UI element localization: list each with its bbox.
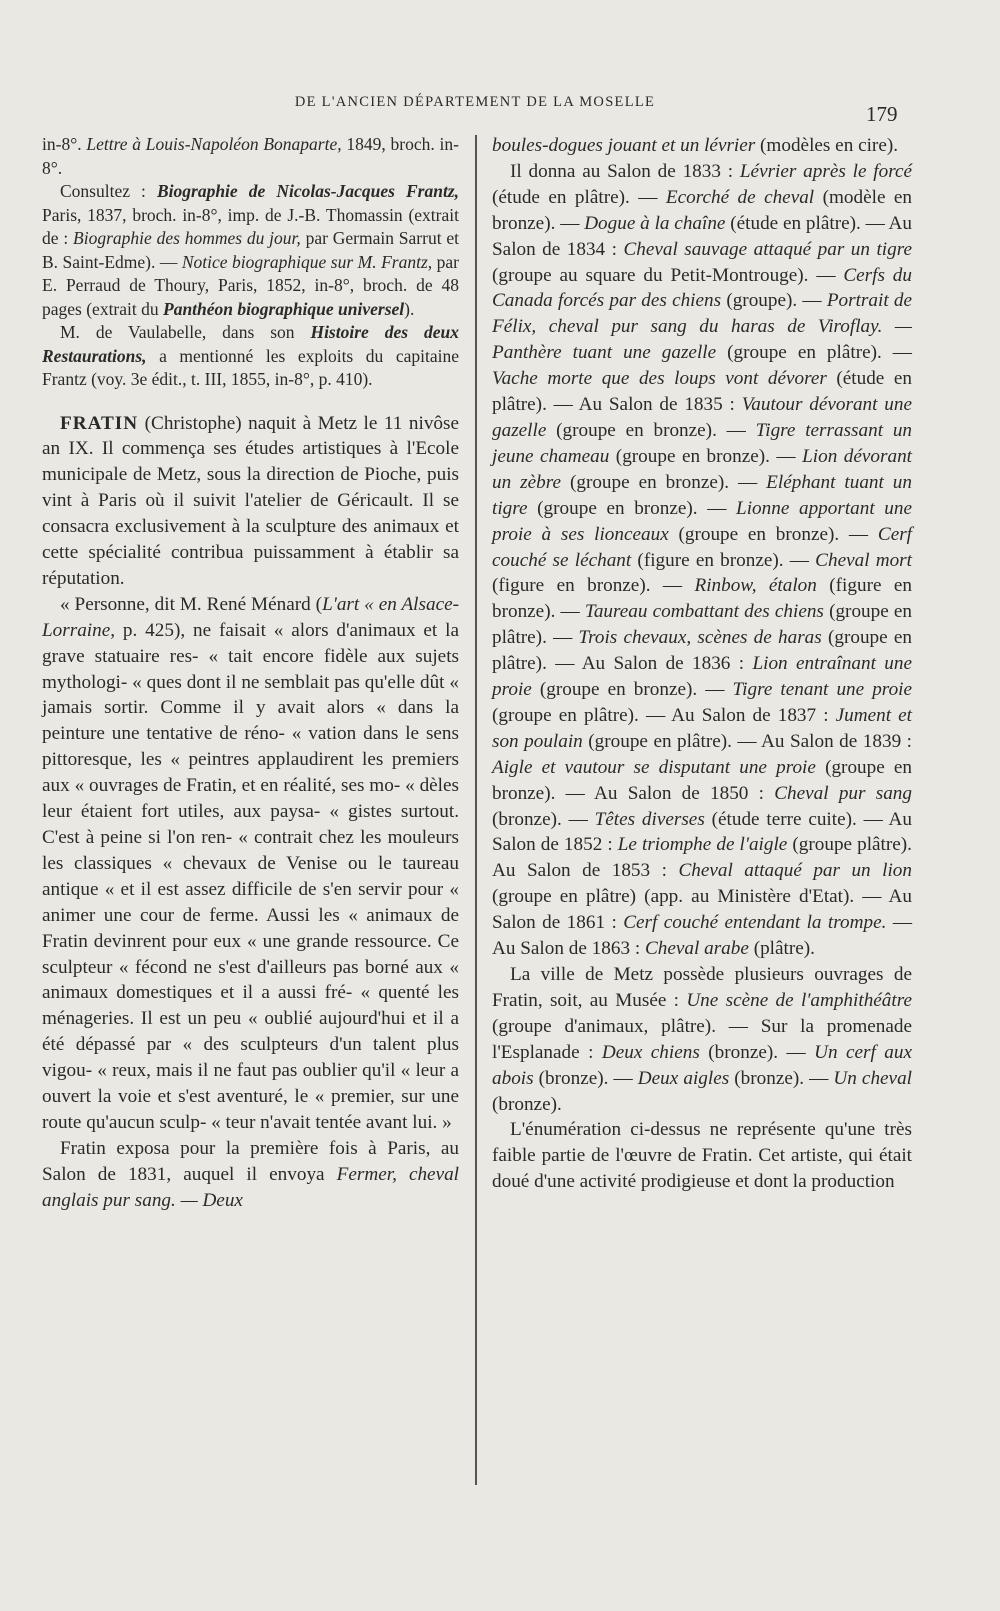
text: (bronze). — [699,1041,815,1063]
text: (groupe en bronze). — [546,419,756,441]
text-italic: Notice biographique sur M. Frantz, [181,251,433,272]
text-italic: Une scène de l'amphithéâtre [686,989,912,1011]
text-italic: Lion entraînant une proie [492,653,912,701]
text: (groupe en plâtre). — Au Salon de 1836 : [492,627,912,675]
text: (étude en plâtre). — [492,186,666,208]
text: par Germain Sarrut et B. Saint-Edme). — [42,228,460,272]
text-italic: Cheval attaqué par un lion [678,860,912,882]
text: (modèle en bronze). — [492,186,913,234]
paragraph [42,321,459,392]
text: Il donna au Salon de 1833 : [510,160,740,182]
text-italic: Cerf couché entendant la trompe. [623,912,887,934]
text: (groupe en bronze). — [561,471,767,493]
text: p. 425), ne faisait « alors d'animaux et la grave statuaire res- « tait encore fidèle aux sujets mythologi- « ques dont il ne semblait pas qu'elle dût « jamais sortir. Comme il y avait alors « dans la peinture une tentative de réno- « vation dans le sens pittoresque, les « peintres applaudirent les premiers aux « ouvrages de Fratin, et en réalité, ses mo- « dèles leur étaient fort utiles, aux paysa- « gistes surtout. C'est à peine si l'on ren- « contrait chez les mouleurs les classiques « chevaux de Venise ou le taureau antique « et il est assez difficile de s'en servir pour « animer une cour de ferme. Aussi les « animaux de Fratin devinrent pour eux « une grande ressource. Ce sculpteur « fécond ne s'est d'ailleurs pas borné aux « animaux domestiques et il a aussi fré- « quenté les ménageries. Il est un peu « oublié aujourd'hui et il a été dépassé par « des sculpteurs d'un talent plus vigou- « reux, mais il ne faut pas oublier qu'il « leur a ouvert la voie et s'est aventuré, le « premier, sur une route qu'aucun sculp- « teur n'avait tentée avant lui. » [42,619,459,1133]
text: (groupe en plâtre). — Au Salon de 1837 : [492,704,836,726]
entry-name: FRATIN [60,412,139,434]
text: (bronze). — [492,808,595,830]
text: (figure en bronze). — [492,575,912,623]
paragraph [42,592,459,1136]
text-italic: Deux chiens [601,1041,700,1063]
paragraph [42,133,459,180]
text-italic: Lion dévorant un zèbre [492,445,912,493]
text: (groupe en plâtre) (app. au Ministère d'Etat). — Au Salon de 1861 : [492,886,912,934]
text-italic: Vache morte que des loups vont dévorer [492,368,827,390]
text-italic: Cheval pur sang [774,782,912,804]
text: (modèles en cire). [755,135,899,156]
text: (groupe plâtre). Au Salon de 1853 : [492,834,912,882]
text-italic: Rinbow, étalon [694,575,817,597]
text: in-8°. [42,134,87,154]
paragraph [492,133,912,159]
text: (figure en bronze). — [492,575,695,597]
text-italic: Têtes diverses [594,808,705,830]
text: ). [404,298,415,319]
text-italic: Vautour dévorant une gazelle [492,394,912,441]
text: a mentionné les exploits du capitaine Frantz (voy. 3e édit., t. III, 1855, in-8°, p. 410). [42,345,459,389]
text: (groupe au square du Petit-Montrouge). — [492,264,844,286]
text-italic: boules-dogues jouant et un lévrier [492,135,756,156]
text: (groupe en bronze). — [668,523,878,545]
text: Fratin exposa pour la première fois à Paris, au Salon de 1831, auquel il envoya [42,1137,459,1185]
text: (plâtre). [748,938,815,960]
text: par E. Perraud de Thoury, Paris, 1852, in-8°, broch. de 48 pages (extrait du [42,251,459,319]
text-italic: Cerfs du Canada forcés par des chiens [492,264,912,312]
text-italic: Taureau combattant des chiens [584,601,824,623]
paragraph [492,159,912,962]
text: (étude terre cuite). — Au Salon de 1852 : [492,808,912,856]
text-italic: L'art « en Alsace-Lorraine, [42,593,459,641]
text: M. de Vaulabelle, dans son [60,322,311,342]
left-column [42,133,459,1214]
text-italic: Cheval arabe [644,938,749,960]
paragraph [492,1117,912,1195]
text-italic: Trois chevaux, scènes de haras [578,627,822,649]
text-italic: Fermer, cheval anglais pur sang. — Deux [42,1163,460,1211]
paragraph [42,411,459,592]
text-italic: Un cheval [833,1067,913,1089]
text: — Au Salon de 1863 : [492,912,912,960]
text: (bronze). — [533,1067,638,1089]
text: (groupe en plâtre). — [492,601,913,649]
text-italic: Lévrier après le forcé [739,160,912,182]
text: (figure en bronze). — [631,549,816,571]
text-italic: Cerf couché se léchant [492,523,913,571]
text-italic: Dogue à la chaîne [584,212,726,234]
text-italic: Panthéon biographique universel [163,298,405,319]
paragraph [42,1136,459,1214]
text: (groupe en plâtre). — [716,342,912,364]
text-italic: Biographie des hommes du jour, [73,228,301,248]
text: (groupe en bronze). — [527,497,737,519]
text: (groupe en bronze). — Au Salon de 1850 : [492,756,913,804]
text-italic: Le triomphe de l'aigle [617,834,788,856]
text-italic: Deux aigles [637,1067,730,1089]
text: (bronze). — [729,1067,834,1089]
text-italic: Cheval sauvage attaqué par un tigre [623,238,912,260]
text-italic: Un cerf aux abois [492,1041,912,1089]
text: Paris, 1837, broch. in-8°, imp. de J.-B. Thomassin (extrait de : [42,204,459,248]
text: L'énumération ci-dessus ne représente qu'une très faible partie de l'œuvre de Fratin. Cet artiste, qui était doué d'une activité prodigieuse et dont la production [492,1119,912,1193]
text-italic: Lionne apportant une proie à ses lionceaux [492,497,913,545]
text: 1849, broch. in-8°. [42,134,459,178]
text-italic: Ecorché de cheval [665,186,815,208]
text: (groupe en bronze). — [609,445,803,467]
paragraph [492,962,912,1117]
text: (bronze). [492,1093,562,1115]
text-italic: Lettre à Louis-Napoléon Bonaparte, [86,134,342,154]
text-italic: Portrait de Félix, cheval pur sang du haras de Viroflay. — Panthère tuant une gazelle [492,290,912,364]
text: (groupe). — [721,290,827,312]
text: « Personne, dit M. René Ménard ( [60,593,323,615]
text: Consultez : [60,181,157,201]
text-italic: Jument et son poulain [492,704,912,752]
text-italic: Tigre tenant une proie [732,679,913,701]
text: (étude en plâtre). — Au Salon de 1834 : [492,212,912,260]
column-divider [475,135,477,1485]
running-header: DE L'ANCIEN DÉPARTEMENT DE LA MOSELLE [294,94,656,110]
text: (groupe d'animaux, plâtre). — Sur la promenade l'Esplanade : [492,1015,912,1063]
text-italic: Tigre terrassant un jeune chameau [492,419,913,467]
text: (groupe en plâtre). — Au Salon de 1839 : [582,730,912,752]
text-italic: Histoire des deux Restaurations, [42,322,459,366]
text-italic: Aigle et vautour se disputant une proie [492,756,816,778]
text-italic: Eléphant tuant un tigre [492,471,912,519]
text: (Christophe) naquit à Metz le 11 nivôse an IX. Il commença ses études artistiques à l'Ecole municipale de Metz, sous la direction de Pioche, puis vint à Paris où il suivit l'atelier de Géricault. Il se consacra exclusivement à la sculpture des animaux et cette spécialité contribua puissamment à établir sa réputation. [42,412,459,589]
text-italic: Biographie de Nicolas-Jacques Frantz, [156,181,459,201]
right-column [492,133,912,1195]
text: La ville de Metz possède plusieurs ouvrages de Fratin, soit, au Musée : [492,964,912,1011]
paragraph [42,180,459,321]
text-italic: Cheval mort [815,549,912,571]
text: (groupe en bronze). — [531,679,733,701]
page-number: 179 [866,102,898,126]
text: (étude en plâtre). — Au Salon de 1835 : [492,368,912,416]
